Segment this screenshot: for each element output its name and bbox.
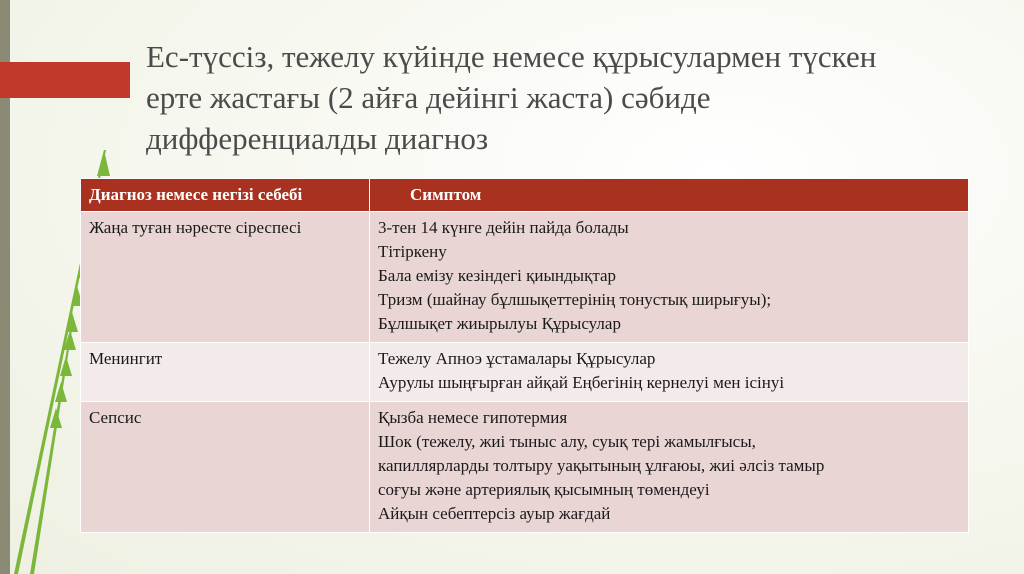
diagnosis-cell: Жаңа туған нәресте сіреспесі <box>81 212 370 343</box>
header-diagnosis: Диагноз немесе негізі себебі <box>81 179 370 212</box>
symptom-cell <box>370 343 969 402</box>
symptom-line: Тежелу Апноэ ұстамалары Құрысулар <box>378 349 656 368</box>
symptom-line: Тітіркену <box>378 242 447 261</box>
title-line: Ес-түссіз, тежелу күйінде немесе құрысулармен түскен <box>146 39 877 74</box>
symptom-line: капиллярларды толтыру уақытының ұлғаюы, жиі әлсіз тамыр <box>378 456 825 475</box>
symptom-line: Тризм (шайнау бұлшықеттерінің тонустық ширығуы); <box>378 290 772 309</box>
slide-title <box>146 36 986 159</box>
symptom-line: Шок (тежелу, жиі тыныс алу, суық тері жамылғысы, <box>378 432 756 451</box>
symptom-cell <box>370 402 969 533</box>
symptom-line: Айқын себептерсіз ауыр жағдай <box>378 504 611 523</box>
symptom-line: Бұлшықет жиырылуы Құрысулар <box>378 314 621 333</box>
title-line: дифференциалды диагноз <box>146 121 489 156</box>
diagnosis-cell: Менингит <box>81 343 370 402</box>
table-row <box>81 402 969 533</box>
table-row <box>81 343 969 402</box>
symptom-line: Аурулы шыңғырған айқай Еңбегінің кернелуі мен ісінуі <box>378 373 785 392</box>
symptom-cell <box>370 212 969 343</box>
diagnosis-cell: Сепсис <box>81 402 370 533</box>
symptom-line: Қызба немесе гипотермия <box>378 408 568 427</box>
red-accent-bar <box>0 62 130 98</box>
symptom-line: Бала емізу кезіндегі қиындықтар <box>378 266 617 285</box>
table-header-row <box>81 179 969 212</box>
title-line: ерте жастағы (2 айға дейінгі жаста) сәбиде <box>146 80 711 115</box>
header-symptom: Симптом <box>370 179 969 212</box>
symptom-line: соғуы және артериялық қысымның төмендеуі <box>378 480 710 499</box>
symptom-line: 3-тен 14 күнге дейін пайда болады <box>378 218 629 237</box>
table-row <box>81 212 969 343</box>
differential-diagnosis-table <box>80 178 969 533</box>
